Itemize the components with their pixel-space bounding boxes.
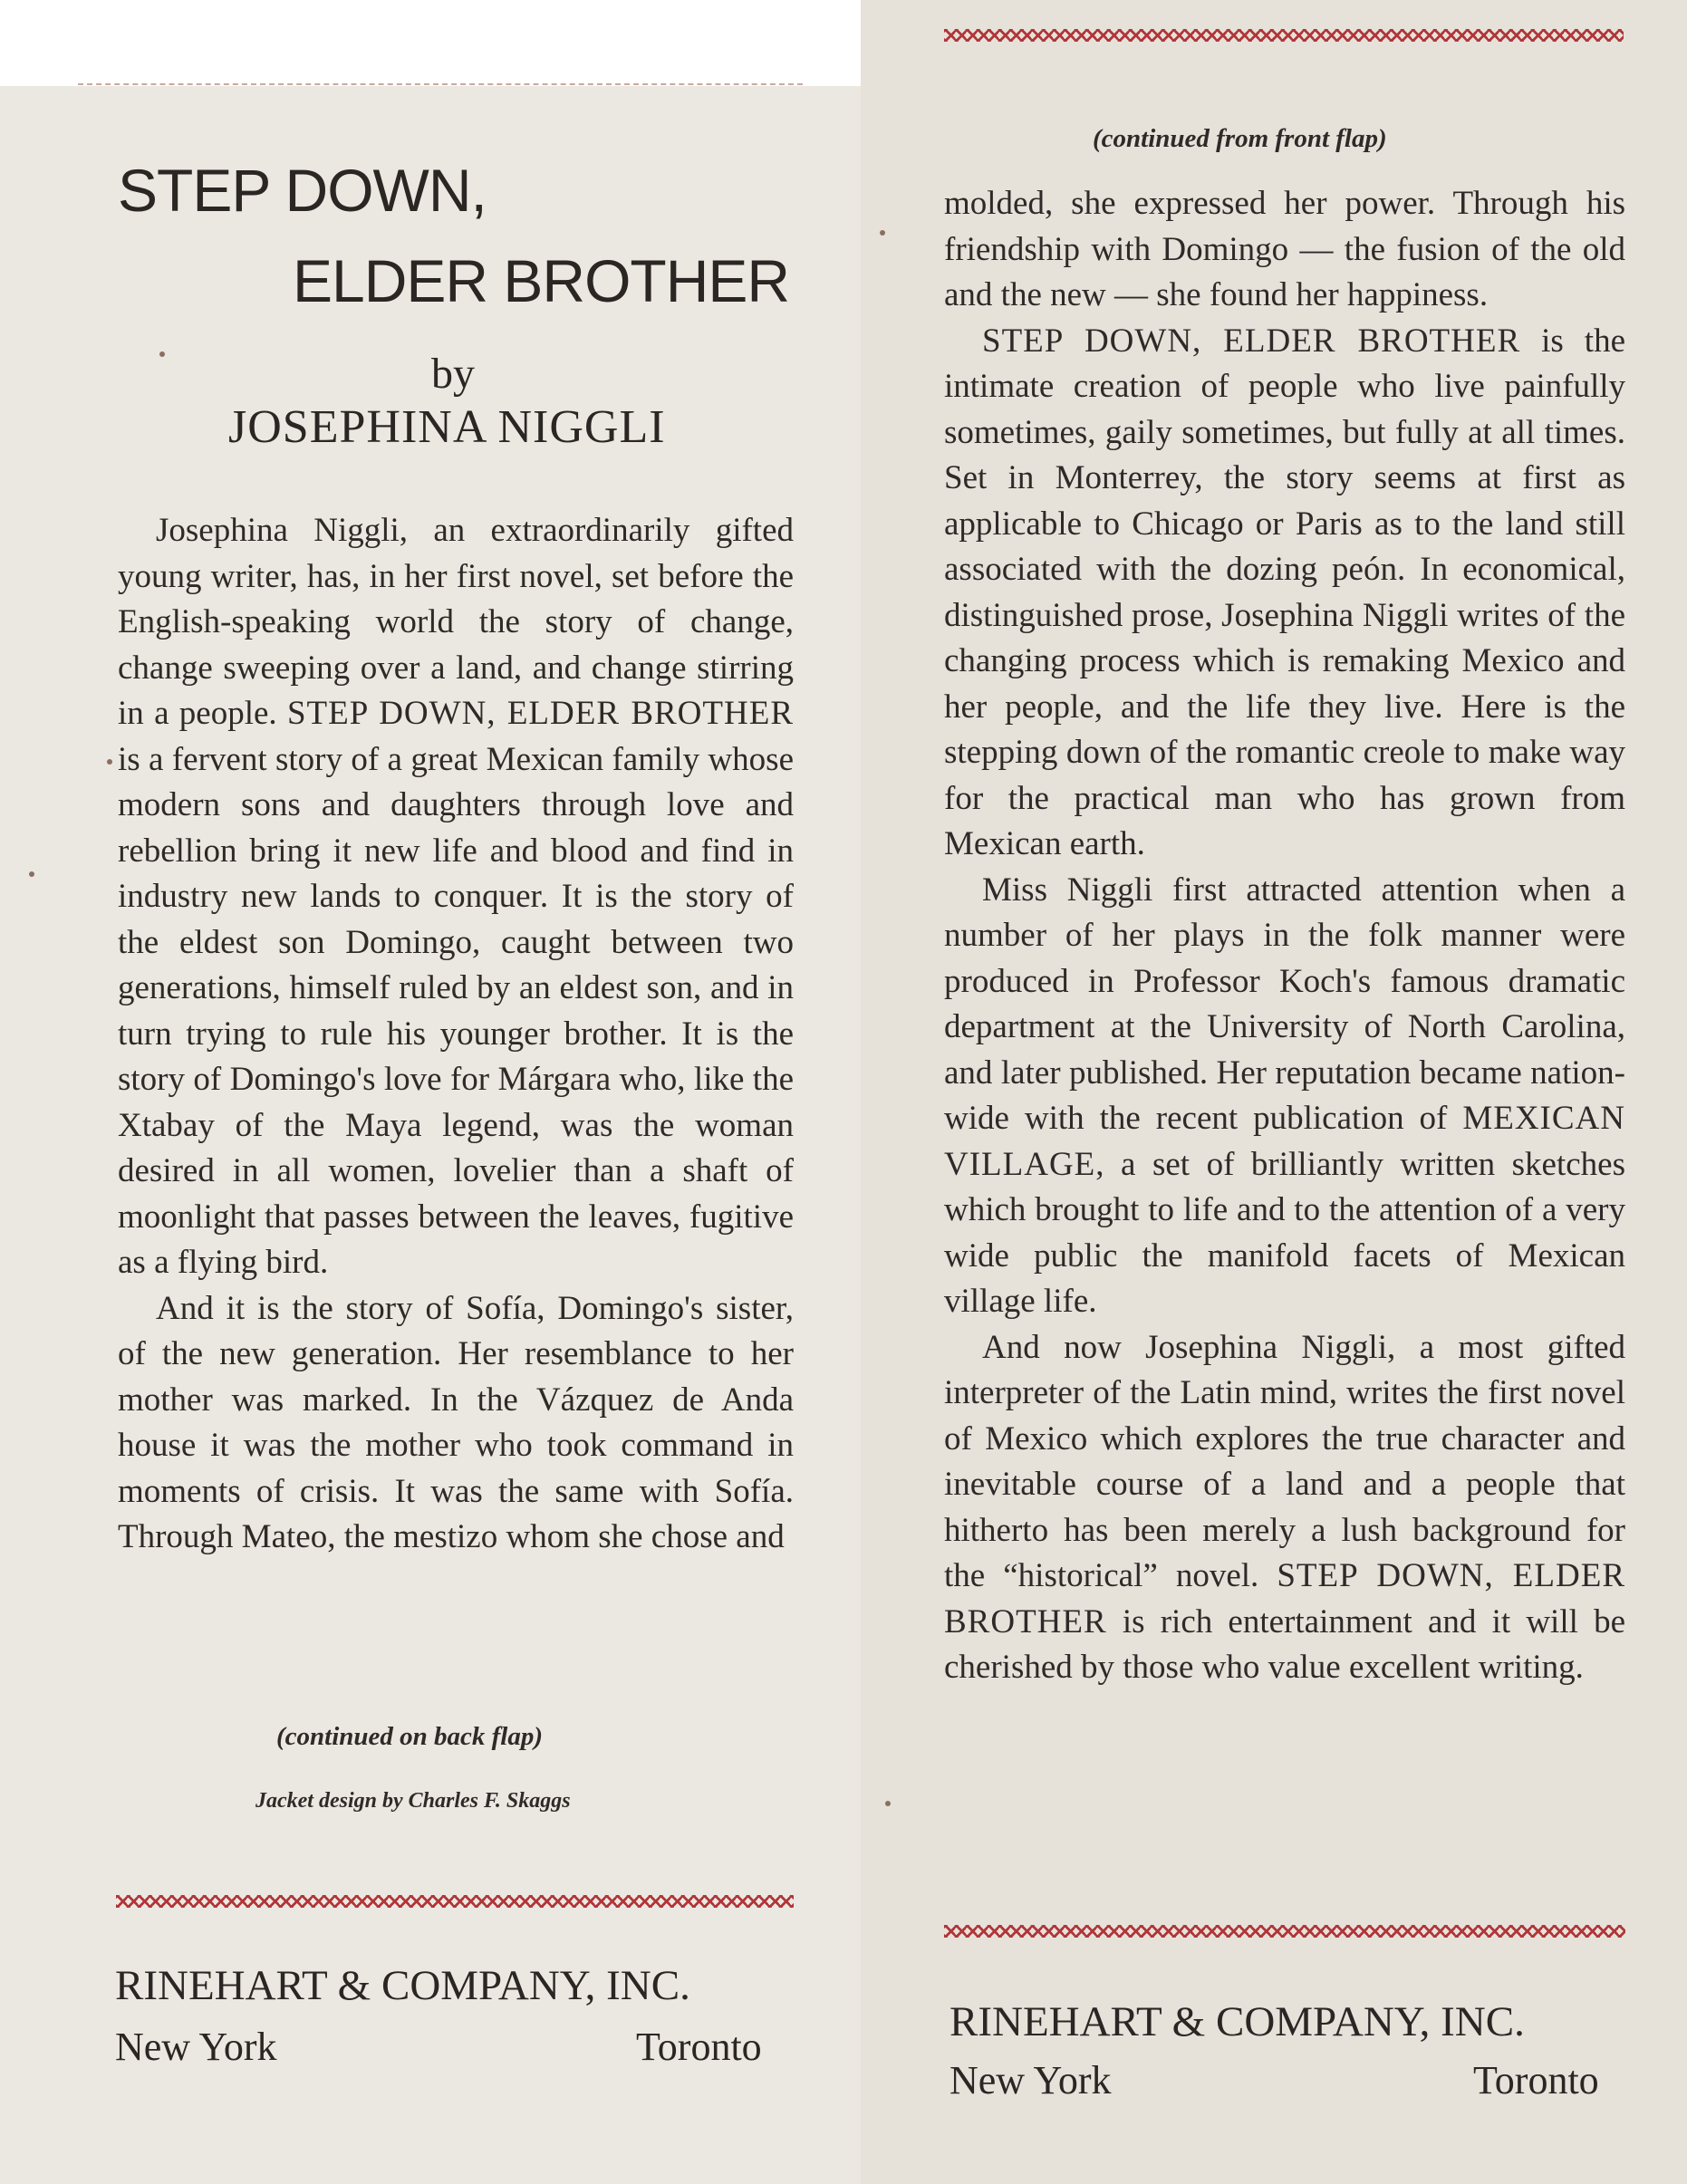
back-paragraph-3-start: Miss Niggli first attracted attention when a number of her plays in the folk manner were produced in Professor Koch's famous dramatic department at the University of North Carolina, and later published. Her reputation became nation-wide with the recent publication of xyxy=(944,871,1625,1137)
book-title-smallcaps: STEP DOWN, ELDER BROTHER xyxy=(982,322,1521,360)
paper-speck xyxy=(29,871,34,877)
blank-corner xyxy=(0,0,861,86)
continued-on-back-note: (continued on back flap) xyxy=(276,1722,544,1751)
title-line-1: STEP DOWN, xyxy=(118,157,487,224)
byline: by xyxy=(431,350,475,398)
front-paragraph-1 xyxy=(118,508,794,1286)
paper-speck xyxy=(107,759,112,765)
back-paragraph-3-rest: , a set of brilliantly written sketches which brought to life and to the attention of a very wide public the manifold facets of Mexican village life. xyxy=(944,1145,1625,1320)
front-paragraph-1-start: Josephina Niggli, an extraordinarily gifted young writer, has, in her first novel, set before the English-speaking world the story of change, change sweeping over a land, and change stirring in a people. xyxy=(118,512,794,732)
back-paragraph-3 xyxy=(944,868,1625,1325)
title-line-2: ELDER BROTHER xyxy=(293,247,790,314)
city-new-york: New York xyxy=(950,2058,1112,2102)
front-paragraph-1-rest: is a fervent story of a great Mexican family whose modern sons and daughters through love and rebellion bring it new life and blood and find in industry new lands to conquer. It is the story of the eldest son Domingo, caught between two generations, himself ruled by an eldest son, and in turn trying to rule his younger brother. It is the story of Domingo's love for Márgara who, like the Xtabay of the Maya legend, was the woman desired in all women, lovelier than a shaft of moonlight that passes between the leaves, fugitive as a flying bird. xyxy=(118,740,794,1281)
back-paragraph-2-rest: is the intimate creation of people who live painfully sometimes, gaily sometimes, but fully at all times. Set in Monterrey, the story seems at first as applicable to Chicago or Paris as to the land still associated with the dozing peón. In economical, distinguished prose, Josephina Niggli writes of the changing process which is remaking Mexico and her people, and the life they live. Here is the stepping down of the romantic creole to make way for the practical man who has grown from Mexican earth. xyxy=(944,322,1625,862)
back-flap-body xyxy=(944,181,1625,1691)
paper-speck xyxy=(885,1801,891,1806)
top-dashed-divider xyxy=(78,83,803,85)
back-paragraph-4-rest: is rich entertainment and it will be cherished by those who value excellent writing. xyxy=(944,1602,1625,1686)
back-paragraph-1: molded, she expressed her power. Through his friendship with Domingo — the fusion of the old and the new — she found her happiness. xyxy=(944,185,1625,313)
front-flap-body xyxy=(118,508,794,1561)
author-name: JOSEPHINA NIGGLI xyxy=(228,401,666,453)
zigzag-divider-bottom xyxy=(944,1925,1625,1938)
paper-speck xyxy=(880,230,885,236)
back-paragraph-2 xyxy=(944,319,1625,868)
mexican-village-title-smallcaps: MEXICAN VILLAGE xyxy=(944,1100,1625,1183)
front-paragraph-2: And it is the story of Sofía, Domingo's sister, of the new generation. Her resemblance to her mother was marked. In the Vázquez de Anda house it was the mother who took command in moments of crisis. It was the same with Sofía. Through Mateo, the mestizo whom she chose and xyxy=(118,1289,794,1555)
back-paragraph-4 xyxy=(944,1325,1625,1691)
paper-speck xyxy=(159,351,165,357)
zigzag-divider xyxy=(116,1895,794,1908)
zigzag-divider-top xyxy=(944,29,1624,42)
city-toronto: Toronto xyxy=(1473,2058,1599,2102)
publisher-name: RINEHART & COMPANY, INC. xyxy=(115,1962,690,2009)
book-title-smallcaps: STEP DOWN, ELDER BROTHER xyxy=(286,695,794,732)
back-paragraph-4-start: And now Josephina Niggli, a most gifted interpreter of the Latin mind, writes the first novel of Mexico which explores the true character and inevitable course of a land and a people that hitherto has been merely a lush background for the “historical” novel. xyxy=(944,1328,1625,1594)
city-new-york: New York xyxy=(115,2025,277,2069)
city-toronto: Toronto xyxy=(636,2025,762,2069)
back-flap xyxy=(861,0,1687,2184)
continued-from-front-note: (continued from front flap) xyxy=(1093,124,1387,153)
jacket-design-credit: Jacket design by Charles F. Skaggs xyxy=(255,1789,571,1813)
book-title-smallcaps: STEP DOWN, ELDER BROTHER xyxy=(944,1557,1625,1640)
publisher-name: RINEHART & COMPANY, INC. xyxy=(950,1998,1525,2045)
